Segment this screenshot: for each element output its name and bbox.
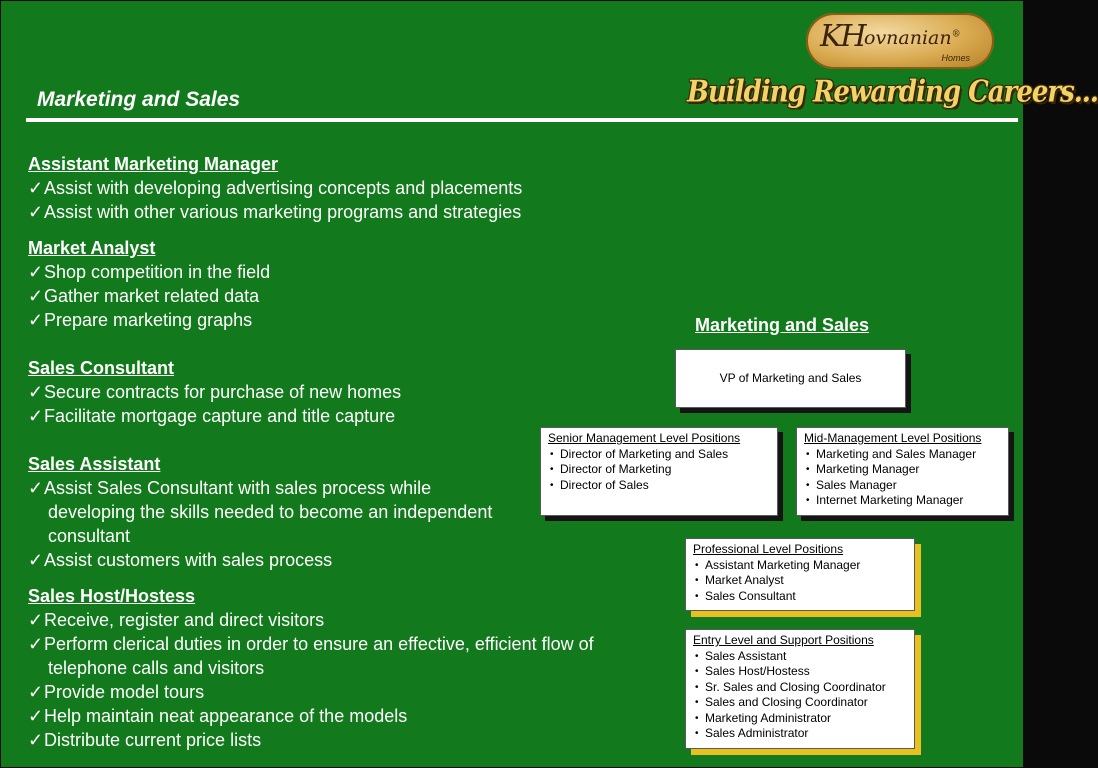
position-item: • Sales Manager — [804, 478, 1001, 494]
org-chart-title: Marketing and Sales — [695, 315, 870, 335]
check-icon: ✓ — [28, 634, 44, 654]
check-icon: ✓ — [28, 262, 44, 282]
logo-name: ovnanian® — [864, 27, 961, 49]
duty-item: ✓Gather market related data — [28, 286, 260, 306]
check-icon: ✓ — [28, 286, 44, 306]
check-icon: ✓ — [28, 706, 44, 726]
logo-homes: Homes — [941, 53, 970, 63]
check-icon: ✓ — [28, 550, 44, 570]
duty-item: ✓Prepare marketing graphs — [28, 310, 253, 330]
duty-item: ✓Provide model tours — [28, 682, 205, 702]
duty-item: ✓Help maintain neat appearance of the models — [28, 706, 408, 726]
check-icon: ✓ — [28, 178, 44, 198]
duty-item: ✓Facilitate mortgage capture and title capture — [28, 406, 396, 426]
org-box-title: Mid-Management Level Positions — [804, 431, 982, 445]
check-icon: ✓ — [28, 730, 44, 750]
role-market-analyst — [28, 236, 668, 332]
check-icon: ✓ — [28, 310, 44, 330]
duty-item: ✓Secure contracts for purchase of new homes — [28, 382, 402, 402]
position-item: • Assistant Marketing Manager — [693, 558, 907, 574]
position-item: • Sales Administrator — [693, 726, 907, 742]
logo-letters: KH — [820, 19, 865, 54]
position-item: • Marketing and Sales Manager — [804, 447, 1001, 463]
role-heading: Market Analyst — [28, 238, 156, 258]
check-icon: ✓ — [28, 610, 44, 630]
position-item: • Director of Sales — [548, 478, 770, 494]
check-icon: ✓ — [28, 682, 44, 702]
duty-item: ✓Shop competition in the field — [28, 262, 271, 282]
position-item: • Marketing Manager — [804, 462, 1001, 478]
position-item: • Director of Marketing and Sales — [548, 447, 770, 463]
role-sales-consultant — [28, 356, 668, 428]
position-item: • Sales and Closing Coordinator — [693, 695, 907, 711]
check-icon: ✓ — [28, 382, 44, 402]
org-box-title: Entry Level and Support Positions — [693, 633, 874, 647]
duty-item: ✓Distribute current price lists — [28, 730, 262, 750]
position-item: • Sales Consultant — [693, 589, 907, 605]
role-sales-host-hostess — [28, 584, 668, 752]
position-list — [693, 649, 907, 742]
role-assistant-marketing-manager — [28, 152, 668, 224]
title-divider — [26, 118, 1018, 122]
k-hovnanian-logo — [806, 13, 994, 69]
check-icon: ✓ — [28, 202, 44, 222]
role-heading: Sales Assistant — [28, 454, 161, 474]
role-heading: Sales Host/Hostess — [28, 586, 196, 606]
duty-item: ✓Perform clerical duties in order to ensure an effective, efficient flow of telephone calls and visitors — [28, 634, 594, 678]
check-icon: ✓ — [28, 478, 44, 498]
duty-item: ✓Assist with developing advertising concepts and placements — [28, 178, 523, 198]
tagline: Building Rewarding Careers... — [687, 75, 1098, 110]
duty-item: ✓Assist with other various marketing programs and strategies — [28, 202, 522, 222]
position-item: • Director of Marketing — [548, 462, 770, 478]
position-list — [693, 558, 907, 605]
position-item: • Sales Host/Hostess — [693, 664, 907, 680]
position-item: • Sr. Sales and Closing Coordinator — [693, 680, 907, 696]
org-box-title: Senior Management Level Positions — [548, 431, 741, 445]
page-title: Marketing and Sales — [37, 88, 241, 111]
position-item: • Market Analyst — [693, 573, 907, 589]
position-list — [548, 447, 770, 494]
position-item: • Sales Assistant — [693, 649, 907, 665]
position-item: • Internet Marketing Manager — [804, 493, 1001, 509]
org-box-vp — [675, 349, 906, 408]
org-box-professional — [685, 538, 915, 611]
duty-item: ✓Assist customers with sales process — [28, 550, 333, 570]
position-item: • Marketing Administrator — [693, 711, 907, 727]
role-heading: Assistant Marketing Manager — [28, 154, 279, 174]
org-box-entry-level — [685, 629, 915, 749]
slide — [1, 1, 1098, 767]
duty-item: ✓Assist Sales Consultant with sales process while developing the skills needed to become an independent consultant — [28, 478, 493, 546]
check-icon: ✓ — [28, 406, 44, 426]
role-heading: Sales Consultant — [28, 358, 175, 378]
org-box-title: Professional Level Positions — [693, 542, 844, 556]
duty-item: ✓Receive, register and direct visitors — [28, 610, 325, 630]
org-box-senior-management — [540, 427, 778, 516]
org-box-mid-management — [796, 427, 1009, 516]
position-list — [804, 447, 1001, 509]
org-box-vp-label: VP of Marketing and Sales — [719, 370, 862, 385]
